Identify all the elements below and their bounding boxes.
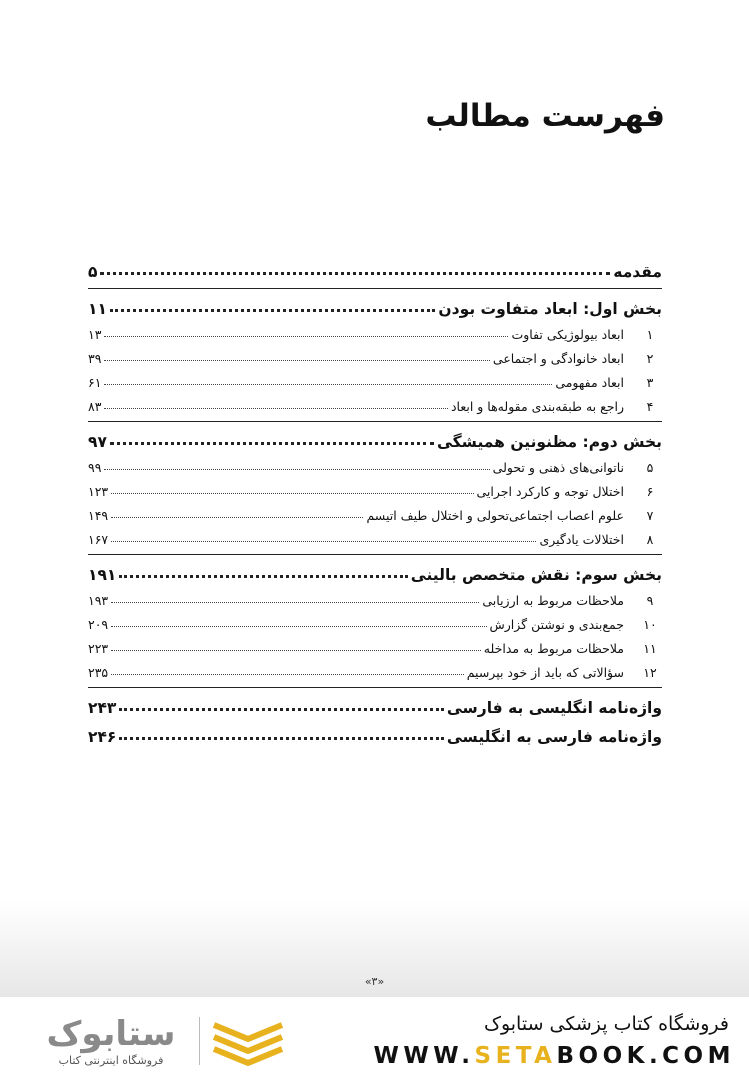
page-number: «۳» (364, 975, 385, 988)
chapter-number: ۱۲ (643, 665, 657, 680)
toc-label: ملاحظات مربوط به ارزیابی (482, 593, 624, 608)
chapter-number: ۹ (646, 593, 654, 608)
toc-chapter[interactable] (88, 451, 662, 475)
chapter-number: ۶ (646, 484, 654, 499)
toc-label: ابعاد خانوادگی و اجتماعی (492, 351, 624, 366)
toc-label: جمع‌بندی و نوشتن گزارش (489, 617, 624, 632)
toc-page: ۱۴۹ (88, 508, 109, 523)
toc-glossary-en-fa[interactable] (88, 688, 662, 717)
leader-dots (104, 408, 448, 409)
toc-page: ۱۹۱ (88, 566, 117, 584)
toc-chapter[interactable] (88, 523, 662, 547)
toc-page: ۲۲۳ (88, 641, 109, 656)
toc-label: بخش سوم: نقش متخصص بالینی (410, 566, 662, 584)
url-prefix: WWW. (373, 1043, 475, 1069)
toc-chapter[interactable] (88, 390, 662, 414)
leader-dots (111, 650, 481, 651)
store-url-link[interactable] (374, 1043, 735, 1069)
toc-label: راجع به طبقه‌بندی مقوله‌ها و ابعاد (450, 399, 624, 414)
toc-chapter[interactable] (88, 584, 662, 608)
toc-glossary-fa-en[interactable] (88, 717, 662, 746)
toc-label: واژه‌نامه فارسی به انگلیسی (446, 728, 662, 746)
leader-dots (111, 493, 473, 494)
url-highlight: SETA (474, 1043, 557, 1069)
toc-label: اختلالات یادگیری (539, 532, 624, 547)
toc-page: ۲۴۳ (88, 699, 117, 717)
chapter-number: ۲ (646, 351, 654, 366)
toc-page: ۶۱ (88, 375, 102, 390)
leader-dots (100, 272, 610, 275)
chapter-number: ۱ (646, 327, 654, 342)
toc-page: ۱۱ (88, 300, 107, 318)
toc-label: سؤالاتی که باید از خود بپرسیم (466, 665, 624, 680)
leader-dots (111, 517, 363, 518)
toc-page: ۵ (88, 263, 98, 281)
leader-dots (104, 336, 508, 337)
toc-label: مقدمه (613, 263, 662, 281)
page-title: فهرست مطالب (425, 98, 665, 134)
toc-chapter[interactable] (88, 499, 662, 523)
leader-dots (110, 309, 436, 312)
toc-chapter[interactable] (88, 342, 662, 366)
toc-page: ۱۲۳ (88, 484, 109, 499)
chapter-number: ۷ (646, 508, 654, 523)
leader-dots (111, 674, 464, 675)
toc-page: ۹۹ (88, 460, 102, 475)
toc-page: ۱۶۷ (88, 532, 109, 547)
toc-label: ابعاد بیولوژیکی تفاوت (511, 327, 624, 342)
toc-page: ۱۳ (88, 327, 102, 342)
leader-dots (119, 737, 443, 740)
store-name: فروشگاه کتاب پزشکی ستابوک (483, 1013, 729, 1035)
toc-label: ناتوانی‌های ذهنی و تحولی (492, 460, 624, 475)
toc-chapter[interactable] (88, 318, 662, 342)
toc-label: ابعاد مفهومی (555, 375, 624, 390)
chapter-number: ۱۰ (643, 617, 657, 632)
chapter-number: ۱۱ (643, 641, 657, 656)
toc-page: ۳۹ (88, 351, 102, 366)
toc-chapter[interactable] (88, 608, 662, 632)
toc-part-3[interactable] (88, 555, 662, 584)
toc-label: بخش دوم: مظنونین همیشگی (436, 433, 662, 451)
toc-chapter[interactable] (88, 366, 662, 390)
leader-dots (110, 442, 434, 445)
table-of-contents (88, 252, 662, 746)
logo-divider (199, 1017, 200, 1065)
toc-label: اختلال توجه و کارکرد اجرایی (476, 484, 624, 499)
toc-label: بخش اول: ابعاد متفاوت بودن (438, 300, 662, 318)
leader-dots (104, 384, 552, 385)
toc-chapter[interactable] (88, 475, 662, 499)
toc-page: ۱۹۳ (88, 593, 109, 608)
toc-label: علوم اعصاب اجتماعی‌تحولی و اختلال طیف اتیسم (366, 508, 624, 523)
leader-dots (119, 708, 443, 711)
url-suffix: BOOK.COM (556, 1043, 735, 1069)
leader-dots (119, 575, 407, 578)
leader-dots (111, 626, 486, 627)
leader-dots (111, 602, 479, 603)
chapter-number: ۳ (646, 375, 654, 390)
toc-label: ملاحظات مربوط به مداخله (483, 641, 624, 656)
chapter-number: ۸ (646, 532, 654, 547)
toc-chapter[interactable] (88, 632, 662, 656)
chapter-number: ۵ (646, 460, 654, 475)
setabook-logo-icon (210, 1019, 286, 1071)
toc-part-1[interactable] (88, 289, 662, 318)
leader-dots (111, 541, 536, 542)
logo-wordmark-text: ستابوک (46, 1014, 176, 1054)
store-footer-banner[interactable] (0, 997, 749, 1079)
toc-page: ۹۷ (88, 433, 107, 451)
leader-dots (104, 469, 489, 470)
toc-page: ۲۴۶ (88, 728, 117, 746)
chapter-number: ۴ (646, 399, 654, 414)
toc-intro[interactable] (88, 252, 662, 281)
toc-page: ۸۳ (88, 399, 102, 414)
toc-page: ۲۰۹ (88, 617, 109, 632)
logo-tagline: فروشگاه اینترنتی کتاب (58, 1054, 164, 1067)
toc-part-2[interactable] (88, 422, 662, 451)
toc-chapter[interactable] (88, 656, 662, 680)
setabook-logo-wordmark (36, 1011, 186, 1059)
leader-dots (104, 360, 489, 361)
toc-page: ۲۳۵ (88, 665, 109, 680)
toc-label: واژه‌نامه انگلیسی به فارسی (446, 699, 662, 717)
